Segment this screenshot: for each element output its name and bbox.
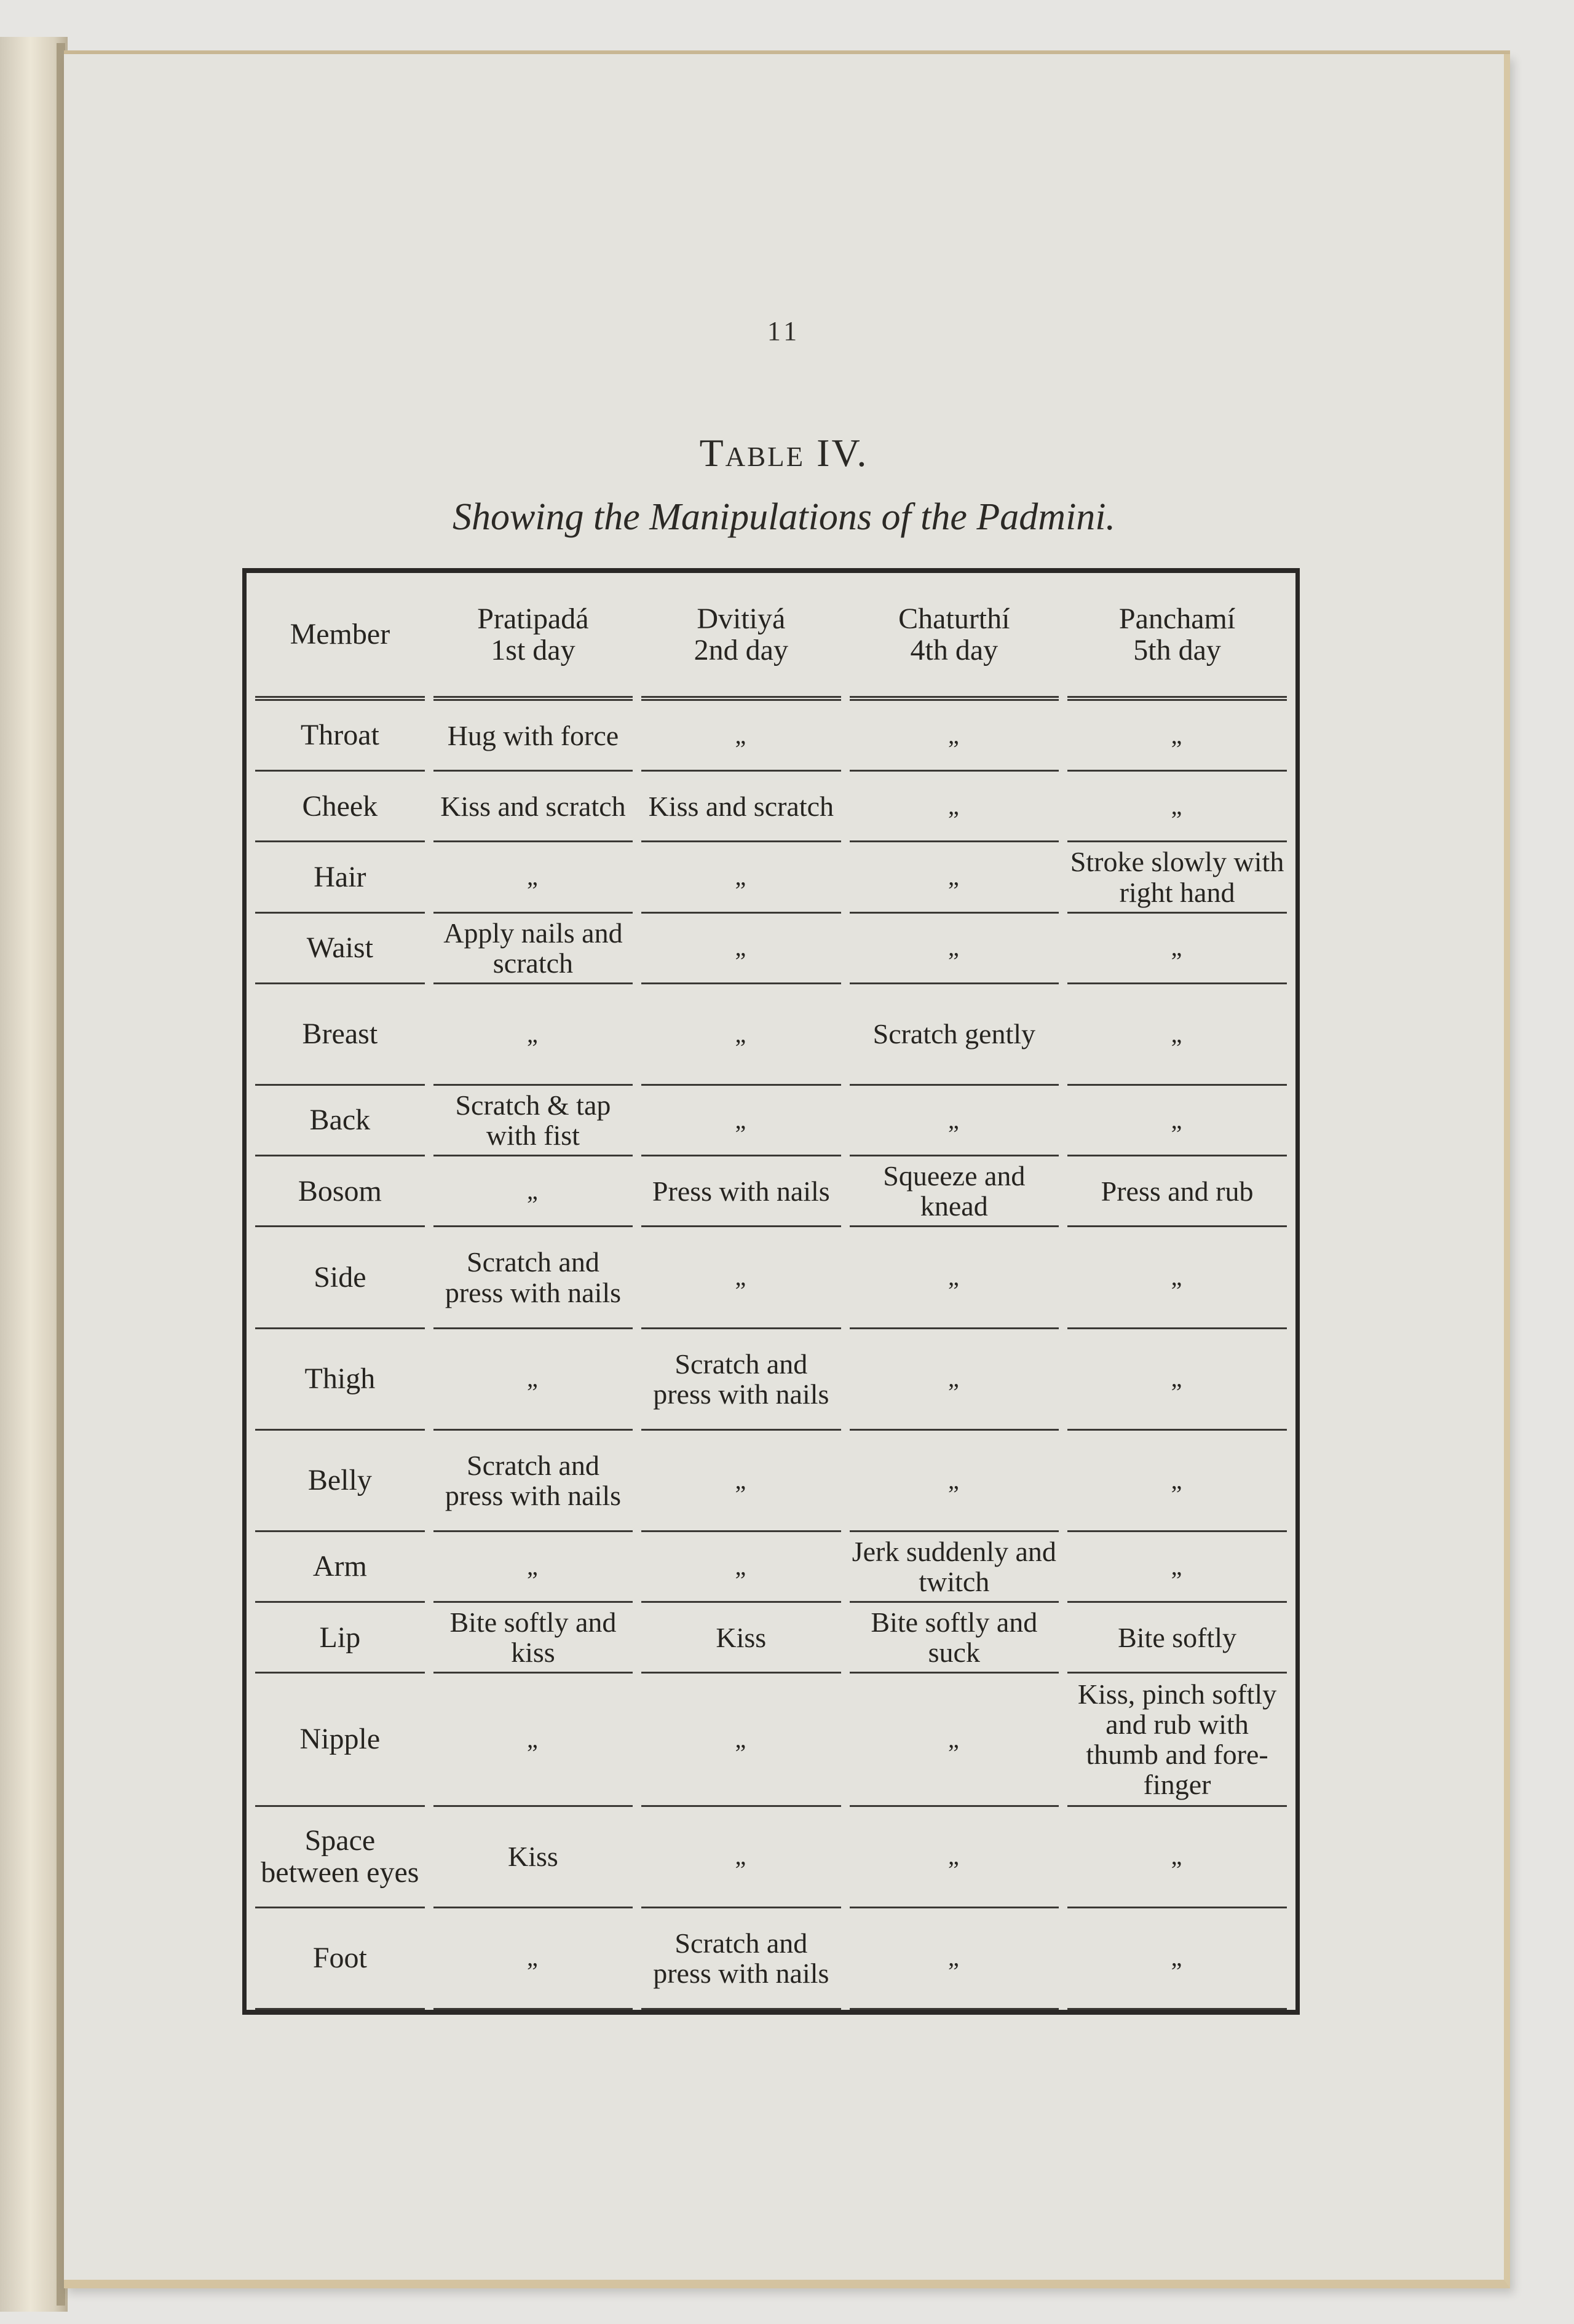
manipulations-table [242, 568, 1300, 2015]
manipulation-cell: „ [1067, 1532, 1287, 1603]
manipulation-cell: „ [1067, 1227, 1287, 1329]
table-row [255, 1156, 1287, 1227]
manipulation-cell: „ [433, 1674, 633, 1806]
manipulation-cell: „ [850, 1329, 1059, 1431]
manipulation-cell: Apply nails and scratch [433, 914, 633, 984]
manipulation-cell: Kiss and scratch [433, 772, 633, 842]
manipulation-cell: „ [850, 1807, 1059, 1908]
manipulation-cell: „ [850, 701, 1059, 772]
member-cell: Breast [255, 984, 425, 1086]
manipulation-cell: „ [641, 914, 840, 984]
table-row [255, 1329, 1287, 1431]
manipulation-cell: Kiss [641, 1603, 840, 1674]
manipulation-cell: „ [641, 1227, 840, 1329]
manipulation-cell: Jerk suddenly and twitch [850, 1532, 1059, 1603]
manipulation-cell: „ [641, 1431, 840, 1532]
manipulation-cell: Scratch & tap with fist [433, 1086, 633, 1156]
member-cell: Thigh [255, 1329, 425, 1431]
manipulation-cell: „ [1067, 1431, 1287, 1532]
table-row [255, 1532, 1287, 1603]
manipulation-cell: „ [1067, 1807, 1287, 1908]
manipulation-cell: Bite softly [1067, 1603, 1287, 1674]
manipulation-cell: „ [850, 842, 1059, 913]
member-cell: Cheek [255, 772, 425, 842]
manipulation-cell: „ [850, 772, 1059, 842]
manipulation-cell: „ [1067, 701, 1287, 772]
table-row [255, 1674, 1287, 1806]
table-row [255, 1603, 1287, 1674]
member-cell: Lip [255, 1603, 425, 1674]
manipulation-cell: Scratch gently [850, 984, 1059, 1086]
table-row [255, 1086, 1287, 1156]
manipulation-cell: „ [641, 1674, 840, 1806]
member-cell: Belly [255, 1431, 425, 1532]
table-row [255, 1431, 1287, 1532]
manipulation-cell: „ [850, 1431, 1059, 1532]
book-page [64, 54, 1510, 2288]
member-cell: Hair [255, 842, 425, 913]
header-day-2: Dvitiyá 2nd day [641, 573, 840, 701]
member-cell: Back [255, 1086, 425, 1156]
manipulation-cell: „ [850, 914, 1059, 984]
manipulation-cell: „ [433, 984, 633, 1086]
member-cell: Side [255, 1227, 425, 1329]
manipulation-cell: „ [433, 842, 633, 913]
page-number: 11 [767, 316, 801, 346]
manipulation-cell: „ [1067, 1086, 1287, 1156]
manipulation-cell: Bite softly and kiss [433, 1603, 633, 1674]
table-row [255, 914, 1287, 984]
manipulation-cell: Press and rub [1067, 1156, 1287, 1227]
manipulation-cell: Kiss and scratch [641, 772, 840, 842]
manipulation-cell: „ [433, 1156, 633, 1227]
header-member: Member [255, 573, 425, 701]
manipulation-cell: „ [641, 701, 840, 772]
manipulation-cell: Scratch and press with nails [641, 1329, 840, 1431]
header-day-5: Panchamí 5th day [1067, 573, 1287, 701]
manipulation-cell: „ [1067, 1908, 1287, 2010]
table-title: Table IV. [699, 431, 869, 475]
manipulation-cell: „ [850, 1674, 1059, 1806]
manipulation-cell: Hug with force [433, 701, 633, 772]
member-cell: Throat [255, 701, 425, 772]
manipulation-cell: Scratch and press with nails [433, 1227, 633, 1329]
table-body [255, 701, 1287, 2010]
member-cell: Arm [255, 1532, 425, 1603]
member-cell: Nipple [255, 1674, 425, 1806]
manipulation-cell: Scratch and press with nails [641, 1908, 840, 2010]
header-day-1: Pratipadá 1st day [433, 573, 633, 701]
member-cell: Space between eyes [255, 1807, 425, 1908]
manipulation-cell: „ [1067, 1329, 1287, 1431]
manipulation-cell: „ [641, 842, 840, 913]
manipulation-cell: „ [433, 1908, 633, 2010]
table-row [255, 701, 1287, 772]
manipulation-cell: Bite softly and suck [850, 1603, 1059, 1674]
table-row [255, 984, 1287, 1086]
manipulation-cell: „ [641, 1086, 840, 1156]
table-row [255, 1227, 1287, 1329]
member-cell: Foot [255, 1908, 425, 2010]
header-day-4: Chaturthí 4th day [850, 573, 1059, 701]
manipulation-cell: „ [641, 1532, 840, 1603]
manipulation-cell: „ [1067, 772, 1287, 842]
member-cell: Waist [255, 914, 425, 984]
manipulation-cell: „ [1067, 914, 1287, 984]
header-row [255, 573, 1287, 701]
manipulation-cell: „ [1067, 984, 1287, 1086]
manipulation-cell: Squeeze and knead [850, 1156, 1059, 1227]
manipulation-cell: „ [850, 1227, 1059, 1329]
manipulation-cell: „ [850, 1908, 1059, 2010]
manipulation-cell: „ [641, 984, 840, 1086]
manipulation-cell: „ [433, 1329, 633, 1431]
manipulation-cell: Kiss [433, 1807, 633, 1908]
manipulation-cell: „ [433, 1532, 633, 1603]
table-subtitle: Showing the Manipulations of the Padmini. [452, 496, 1116, 538]
manipulation-cell: Scratch and press with nails [433, 1431, 633, 1532]
member-cell: Bosom [255, 1156, 425, 1227]
table-row [255, 1908, 1287, 2010]
manipulation-cell: „ [850, 1086, 1059, 1156]
manipulation-cell: Kiss, pinch softly and rub with thumb and fore-finger [1067, 1674, 1287, 1806]
manipulation-cell: Stroke slowly with right hand [1067, 842, 1287, 913]
manipulation-cell: „ [641, 1807, 840, 1908]
table-row [255, 842, 1287, 913]
table-row [255, 1807, 1287, 1908]
manipulation-cell: Press with nails [641, 1156, 840, 1227]
table-row [255, 772, 1287, 842]
